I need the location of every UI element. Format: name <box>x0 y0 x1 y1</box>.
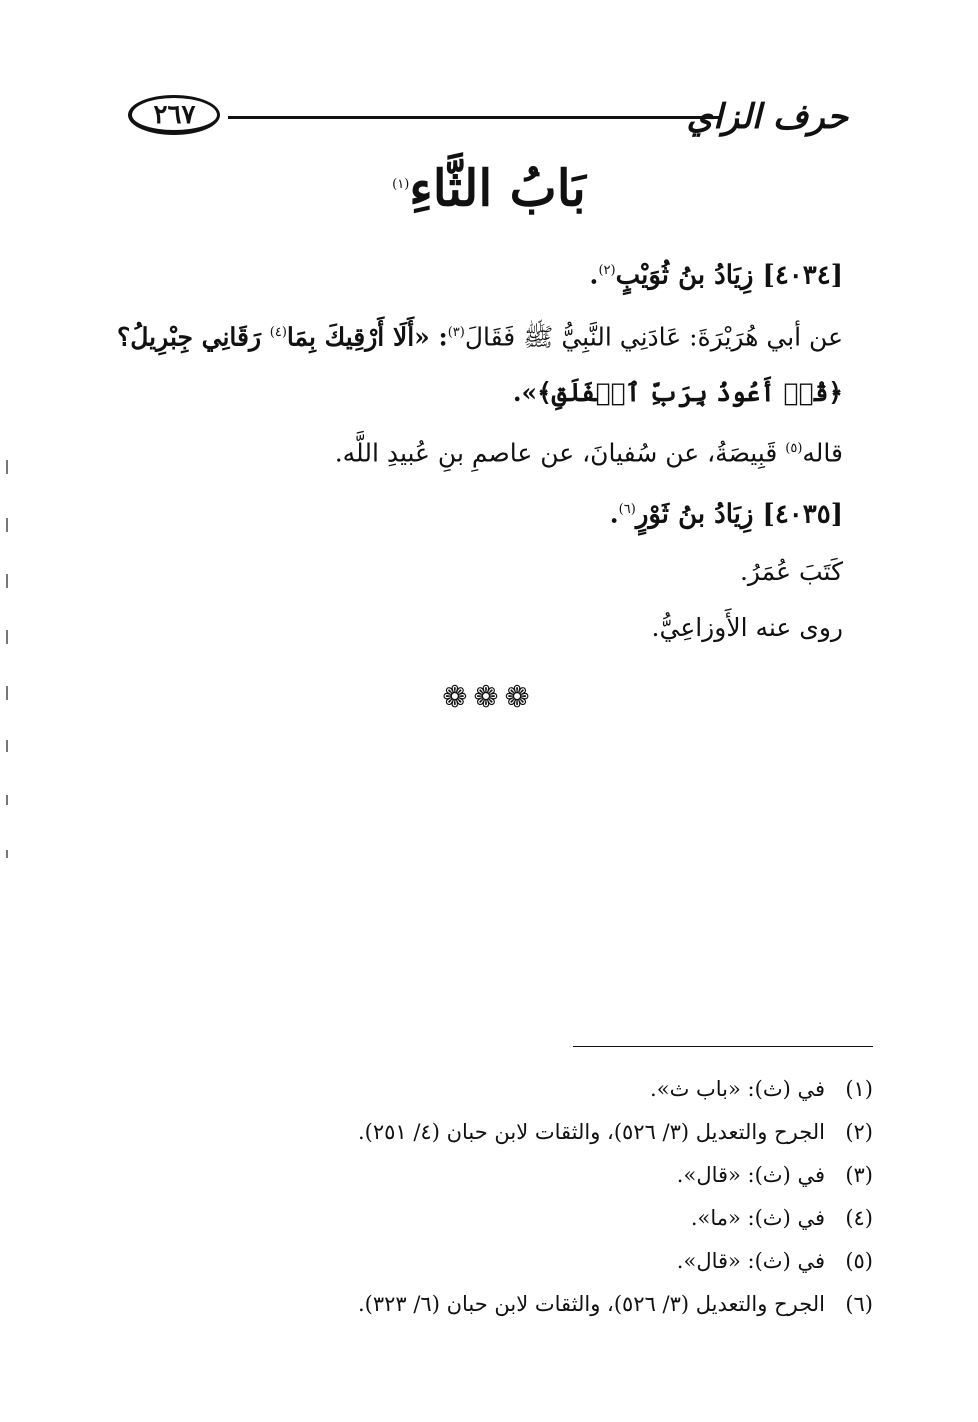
footnote <box>273 1154 873 1197</box>
footnote-ref: (١) <box>392 177 410 192</box>
scan-mark <box>6 630 8 644</box>
isnad-line <box>123 421 843 481</box>
footnote-number: (٣) <box>845 1163 873 1187</box>
footnote-ref: (٥) <box>785 440 803 456</box>
footnote-text: الجرح والتعديل (٣/ ٥٢٦)، والثقات لابن حبان (٤/ ٢٥١). <box>357 1120 825 1144</box>
scan-mark <box>6 518 8 532</box>
hadith-text: رَقَانِي جِبْرِيلُ؟ <box>116 321 270 351</box>
footnotes <box>273 1068 873 1326</box>
entry-heading <box>123 481 843 544</box>
scan-mark <box>6 460 8 474</box>
section-ornaments: ❁❁❁ <box>442 680 536 715</box>
quran-verse-line: ﴿قُلۡ أَعُوذُ بِرَبِّ ٱلۡفَلَقِ﴾». <box>512 377 843 407</box>
entry-end: . <box>589 260 599 291</box>
footnote-ref: (٢) <box>598 263 616 278</box>
footnote <box>273 1068 873 1111</box>
page-number: ٢٦٧ <box>128 95 220 135</box>
footnote <box>273 1283 873 1326</box>
scan-mark <box>6 740 8 752</box>
isnad-text: قَبِيصَةُ، عن سُفيانَ، عن عاصمِ بنِ عُبيدِ اللَّه. <box>334 438 786 468</box>
footnote-separator <box>573 1046 873 1047</box>
chapter-title: بَابُ الثَّاءِ <box>409 158 586 218</box>
footnote <box>273 1197 873 1240</box>
main-text <box>116 242 843 656</box>
narration-text: عن أبي هُرَيْرَةَ: عَادَنِي النَّبِيُّ ﷺ فَقَالَ <box>464 321 843 351</box>
footnote-number: (٢) <box>845 1120 873 1144</box>
header-rule <box>228 116 720 119</box>
hadith-text: : «أَلَا أَرْقِيكَ بِمَا <box>286 321 448 351</box>
text-line: كَتَبَ عُمَرُ. <box>739 556 843 586</box>
entry-end: . <box>609 499 619 530</box>
entry-title: [٤٠٣٥] زِيَادُ بنُ ثَوْرٍ <box>635 499 843 530</box>
footnote-ref: (٦) <box>618 502 636 518</box>
narration-line <box>116 305 843 365</box>
footnote-number: (٥) <box>845 1249 873 1273</box>
entry-heading <box>123 242 843 305</box>
page-header <box>128 95 848 145</box>
running-title: حرف الزاي <box>686 97 848 137</box>
chapter-heading <box>0 150 978 224</box>
footnote-number: (٦) <box>845 1292 873 1316</box>
footnote-number: (٤) <box>845 1206 873 1230</box>
footnote-text: في (ث): «ما». <box>690 1206 825 1230</box>
scan-mark <box>6 850 8 858</box>
scan-mark <box>6 795 8 805</box>
isnad-text: قاله <box>802 438 843 468</box>
scan-mark <box>6 574 8 588</box>
footnote-text: الجرح والتعديل (٣/ ٥٢٦)، والثقات لابن حبان (٦/ ٣٢٣). <box>357 1292 825 1316</box>
footnote <box>273 1111 873 1154</box>
footnote-text: في (ث): «قال». <box>676 1249 825 1273</box>
scan-mark <box>6 686 8 700</box>
footnote-text: في (ث): «باب ث». <box>650 1077 825 1101</box>
footnote-ref: (٤) <box>269 324 287 340</box>
footnote-number: (١) <box>845 1077 873 1101</box>
footnote-ref: (٣) <box>447 324 465 340</box>
text-line: روى عنه الأَوزاعِيُّ. <box>651 612 843 642</box>
footnote-text: في (ث): «قال». <box>676 1163 825 1187</box>
footnote <box>273 1240 873 1283</box>
entry-title: [٤٠٣٤] زِيَادُ بنُ ثُوَيْبٍ <box>615 260 843 291</box>
